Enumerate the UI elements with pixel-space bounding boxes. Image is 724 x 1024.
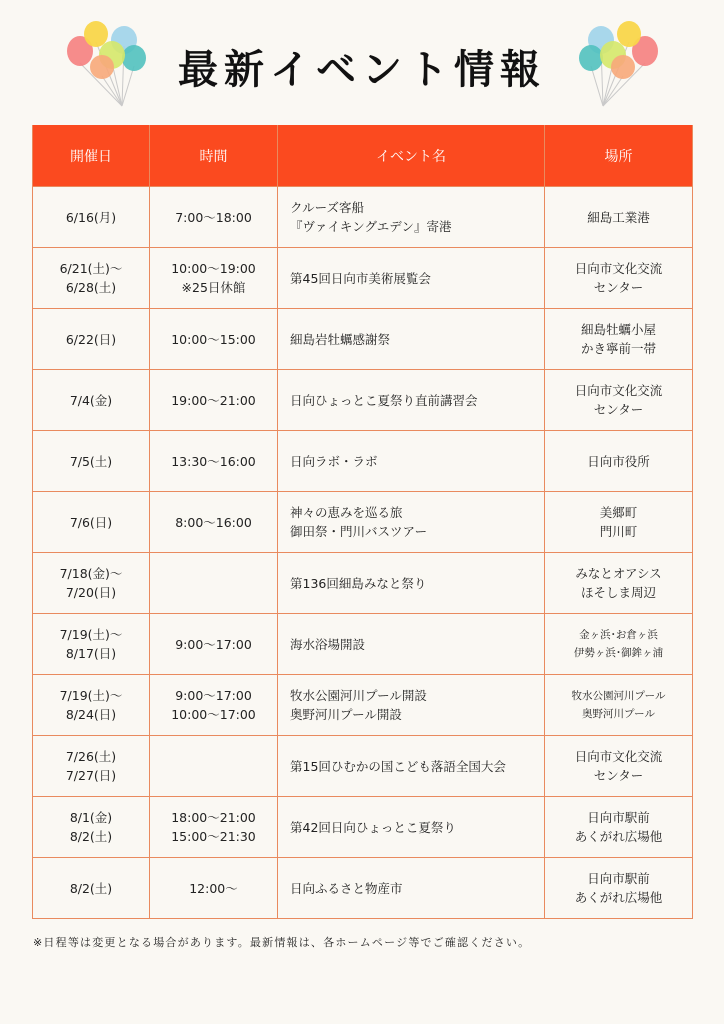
cell-event-name: 日向ふるさと物産市	[278, 858, 545, 919]
cell-place: 細島工業港	[545, 187, 693, 248]
cell-event-name: 第15回ひむかの国こども落語全国大会	[278, 736, 545, 797]
cell-date: 7/18(金)～ 7/20(日)	[33, 553, 150, 614]
header-place: 場所	[545, 125, 693, 187]
cell-time	[150, 553, 278, 614]
cell-event-name: 日向ひょっとこ夏祭り直前講習会	[278, 370, 545, 431]
cell-event-name: クルーズ客船 『ヴァイキングエデン』寄港	[278, 187, 545, 248]
cell-time: 12:00～	[150, 858, 278, 919]
cell-date: 7/5(土)	[33, 431, 150, 492]
cell-time: 10:00～19:00 ※25日休館	[150, 248, 278, 309]
cell-event-name: 海水浴場開設	[278, 614, 545, 675]
table-row	[33, 492, 693, 553]
cell-event-name: 細島岩牡蠣感謝祭	[278, 309, 545, 370]
cell-place: 細島牡蠣小屋 かき寧前一帯	[545, 309, 693, 370]
cell-event-name: 神々の恵みを巡る旅 御田祭・門川バスツアー	[278, 492, 545, 553]
cell-time: 9:00～17:00	[150, 614, 278, 675]
page-title: 最新イベント情報	[178, 47, 546, 93]
table-row	[33, 309, 693, 370]
cell-place: 日向市文化交流 センター	[545, 248, 693, 309]
cell-event-name: 日向ラボ・ラボ	[278, 431, 545, 492]
footnote: ※日程等は変更となる場合があります。最新情報は、各ホームページ等でご確認ください。	[33, 936, 531, 949]
cell-event-name: 牧水公園河川プール開設 奥野河川プール開設	[278, 675, 545, 736]
cell-time: 10:00～15:00	[150, 309, 278, 370]
cell-date: 6/16(月)	[33, 187, 150, 248]
cell-date: 8/2(土)	[33, 858, 150, 919]
cell-place: 日向市文化交流 センター	[545, 370, 693, 431]
cell-place: みなとオアシス ほそしま周辺	[545, 553, 693, 614]
table-header-row	[33, 125, 693, 187]
event-table	[32, 125, 693, 919]
table-row	[33, 370, 693, 431]
cell-date: 6/22(日)	[33, 309, 150, 370]
cell-date: 7/26(土) 7/27(日)	[33, 736, 150, 797]
cell-place: 日向市役所	[545, 431, 693, 492]
cell-place: 日向市駅前 あくがれ広場他	[545, 797, 693, 858]
cell-time	[150, 736, 278, 797]
cell-event-name: 第42回日向ひょっとこ夏祭り	[278, 797, 545, 858]
cell-date: 6/21(土)～ 6/28(土)	[33, 248, 150, 309]
cell-event-name: 第45回日向市美術展覧会	[278, 248, 545, 309]
header-event-name: イベント名	[278, 125, 545, 187]
table-row	[33, 797, 693, 858]
cell-time: 18:00～21:00 15:00～21:30	[150, 797, 278, 858]
table-row	[33, 675, 693, 736]
table-row	[33, 858, 693, 919]
cell-date: 7/19(土)～ 8/24(日)	[33, 675, 150, 736]
cell-place: 美郷町 門川町	[545, 492, 693, 553]
table-row	[33, 614, 693, 675]
cell-place: 日向市駅前 あくがれ広場他	[545, 858, 693, 919]
cell-place: 牧水公園河川プール 奥野河川プール	[545, 675, 693, 736]
cell-place: 金ヶ浜･お倉ヶ浜 伊勢ヶ浜･御鉾ヶ浦	[545, 614, 693, 675]
cell-time: 13:30～16:00	[150, 431, 278, 492]
cell-date: 8/1(金) 8/2(土)	[33, 797, 150, 858]
table-row	[33, 248, 693, 309]
table-row	[33, 431, 693, 492]
table-row	[33, 187, 693, 248]
cell-date: 7/6(日)	[33, 492, 150, 553]
cell-place: 日向市文化交流 センター	[545, 736, 693, 797]
cell-date: 7/19(土)～ 8/17(日)	[33, 614, 150, 675]
header-time: 時間	[150, 125, 278, 187]
cell-time: 19:00～21:00	[150, 370, 278, 431]
header-date: 開催日	[33, 125, 150, 187]
cell-time: 9:00～17:00 10:00～17:00	[150, 675, 278, 736]
cell-event-name: 第136回細島みなと祭り	[278, 553, 545, 614]
table-row	[33, 736, 693, 797]
table-row	[33, 553, 693, 614]
cell-time: 8:00～16:00	[150, 492, 278, 553]
cell-time: 7:00～18:00	[150, 187, 278, 248]
cell-date: 7/4(金)	[33, 370, 150, 431]
